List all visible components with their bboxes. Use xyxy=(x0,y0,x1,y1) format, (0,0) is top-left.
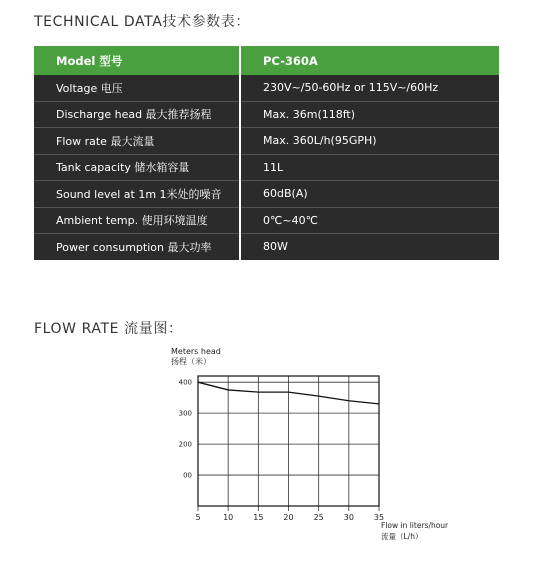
x-tick-label: 15 xyxy=(253,513,264,522)
x-tick-label: 20 xyxy=(283,513,294,522)
spec-row xyxy=(34,101,499,128)
spec-header-label: Model 型号 xyxy=(34,46,240,75)
spec-row-label: Power consumption 最大功率 xyxy=(34,234,240,260)
spec-table xyxy=(34,46,499,260)
spec-row-value: 230V~/50-60Hz or 115V~/60Hz xyxy=(240,75,499,101)
spec-row-value: 0℃~40℃ xyxy=(240,207,499,234)
spec-row-value: 60dB(A) xyxy=(240,181,499,208)
y-axis-ticks xyxy=(179,379,192,480)
spec-row-value: 80W xyxy=(240,234,499,260)
x-tick-label: 25 xyxy=(313,513,324,522)
y-tick-label: 300 xyxy=(178,409,192,418)
x-tick-label: 30 xyxy=(343,513,354,522)
x-axis-label-en: Flow in liters/hour xyxy=(381,521,449,530)
y-axis-label-cn: 扬程（米） xyxy=(171,357,211,366)
spec-row-label: Discharge head 最大推荐扬程 xyxy=(34,101,240,128)
spec-row xyxy=(34,181,499,208)
spec-row-label: Ambient temp. 使用环境温度 xyxy=(34,207,240,234)
x-tick-label: 35 xyxy=(373,513,385,522)
spec-header-row xyxy=(34,46,499,75)
x-tick-label: 5 xyxy=(195,513,201,522)
spec-row-label: Sound level at 1m 1米处的噪音 xyxy=(34,181,240,208)
spec-row-value: Max. 360L/h(95GPH) xyxy=(240,128,499,155)
chart-grid xyxy=(198,376,379,511)
spec-row xyxy=(34,207,499,234)
spec-row-label: Flow rate 最大流量 xyxy=(34,128,240,155)
spec-header-value: PC-360A xyxy=(240,46,499,75)
technical-data-title: TECHNICAL DATA技术参数表： xyxy=(34,14,250,30)
y-tick-label: 200 xyxy=(178,440,192,449)
spec-row xyxy=(34,128,499,155)
x-axis-label-cn: 流量（L/h） xyxy=(381,532,423,541)
spec-row-value: 11L xyxy=(240,154,499,181)
spec-row-label: Tank capacity 储水箱容量 xyxy=(34,154,240,181)
flow-rate-chart xyxy=(160,340,470,550)
flow-rate-title: FLOW RATE 流量图： xyxy=(34,321,183,337)
spec-row xyxy=(34,234,499,260)
x-axis-ticks xyxy=(195,513,384,522)
spec-row-value: Max. 36m(118ft) xyxy=(240,101,499,128)
spec-row-label: Voltage 电压 xyxy=(34,75,240,101)
y-tick-label: 00 xyxy=(183,471,192,480)
spec-row xyxy=(34,154,499,181)
spec-row xyxy=(34,75,499,101)
y-axis-label-en: Meters head xyxy=(171,347,221,356)
x-tick-label: 10 xyxy=(223,513,234,522)
y-tick-label: 400 xyxy=(178,378,192,387)
